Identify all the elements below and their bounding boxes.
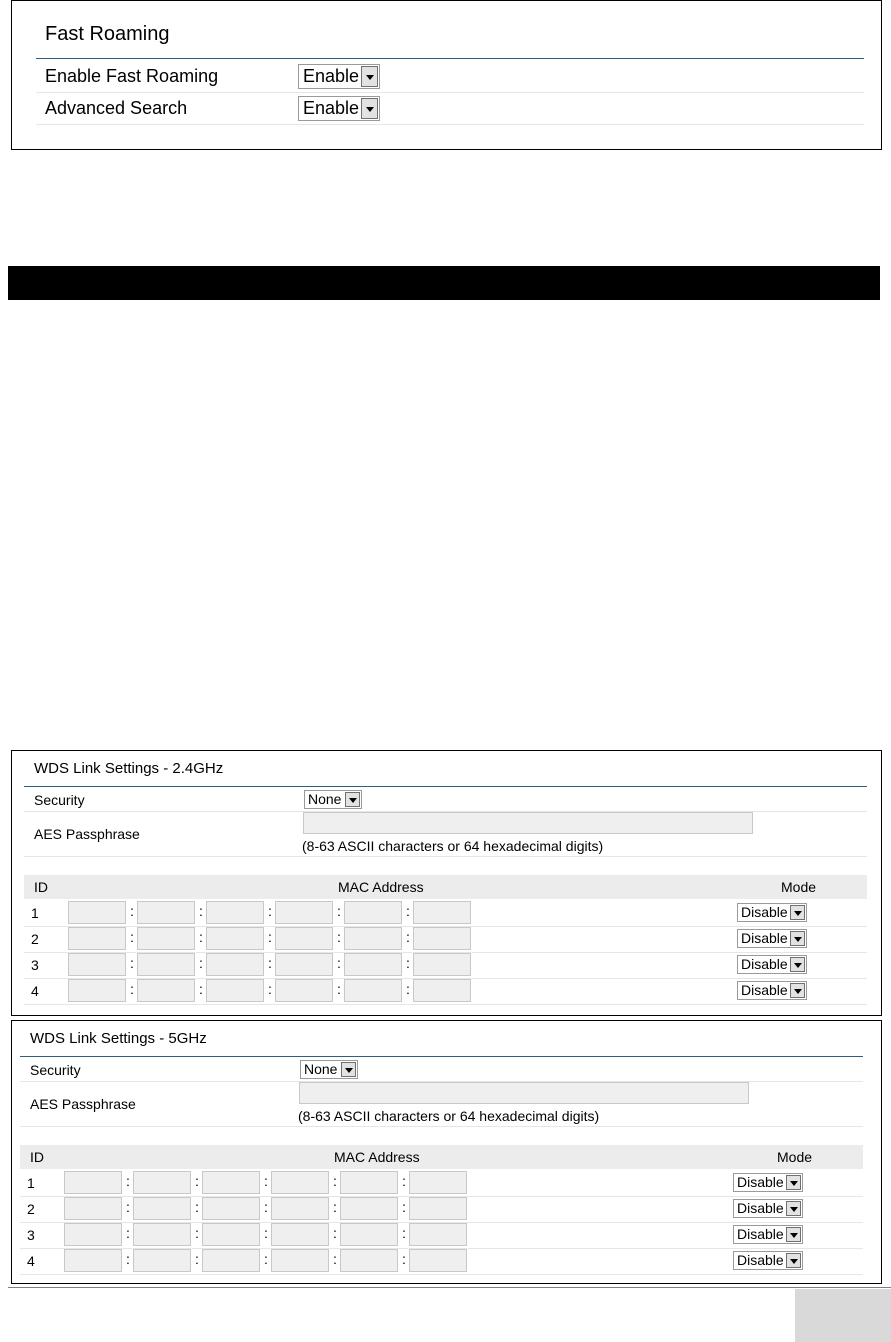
mac-octet-input[interactable] [64,1249,122,1272]
mode-select[interactable] [737,903,807,922]
table-row [20,1170,863,1197]
chevron-down-icon[interactable] [786,1201,801,1216]
mac-separator: : [130,903,134,919]
mac-octet-input[interactable] [409,1249,467,1272]
mode-value: Disable [737,1174,784,1190]
mac-octet-input[interactable] [68,901,126,924]
mac-octet-input[interactable] [275,979,333,1002]
mac-separator: : [406,929,410,945]
row-divider [24,856,867,857]
table-row [24,926,867,953]
mac-separator: : [195,1199,199,1215]
mac-separator: : [337,981,341,997]
mac-octet-input[interactable] [271,1171,329,1194]
security-value: None [308,791,342,807]
mac-octet-input[interactable] [413,927,471,950]
row-id: 2 [31,931,39,947]
mode-value: Disable [741,904,788,920]
mode-select[interactable] [733,1173,803,1192]
mac-separator: : [126,1251,130,1267]
mac-octet-input[interactable] [202,1171,260,1194]
fast-roaming-panel [11,0,882,150]
mac-octet-input[interactable] [137,953,195,976]
mac-octet-input[interactable] [413,979,471,1002]
mac-octet-input[interactable] [64,1197,122,1220]
mac-separator: : [268,981,272,997]
mac-separator: : [199,955,203,971]
advanced-search-value: Enable [303,98,360,118]
security-label: Security [30,1062,81,1078]
mac-separator: : [333,1225,337,1241]
table-row [24,900,867,927]
mac-separator: : [195,1225,199,1241]
mode-column-header: Mode [781,879,817,895]
security-value: None [304,1061,338,1077]
enable-fast-roaming-row [36,60,864,93]
mac-octet-input[interactable] [202,1197,260,1220]
mac-octet-input[interactable] [133,1171,191,1194]
wds-link-settings-24ghz-panel [11,750,882,1016]
wds-table-header [20,1145,863,1169]
chevron-down-icon[interactable] [790,931,805,946]
mac-separator: : [264,1251,268,1267]
mac-separator: : [199,903,203,919]
mac-octet-input[interactable] [202,1249,260,1272]
chevron-down-icon[interactable] [790,905,805,920]
mac-octet-input[interactable] [64,1223,122,1246]
chevron-down-icon[interactable] [341,1062,356,1077]
mac-separator: : [264,1225,268,1241]
aes-passphrase-hint: (8-63 ASCII characters or 64 hexadecimal digits) [298,1108,600,1124]
mac-separator: : [406,981,410,997]
chevron-down-icon[interactable] [786,1175,801,1190]
mode-select[interactable] [737,955,807,974]
mac-octet-input[interactable] [68,979,126,1002]
page-number-box [795,1289,891,1342]
row-id: 1 [27,1175,35,1191]
aes-passphrase-label: AES Passphrase [30,1096,136,1112]
mac-separator: : [126,1199,130,1215]
mac-octet-input[interactable] [206,979,264,1002]
mac-separator: : [126,1225,130,1241]
table-row [20,1248,863,1275]
mac-separator: : [406,955,410,971]
mode-select[interactable] [733,1199,803,1218]
table-row [20,1222,863,1249]
mac-separator: : [268,903,272,919]
section-header-bar [8,266,880,300]
row-id: 4 [27,1253,35,1269]
row-id: 1 [31,905,39,921]
mac-octet-input[interactable] [133,1197,191,1220]
mac-separator: : [333,1173,337,1189]
mac-separator: : [402,1251,406,1267]
mac-separator: : [402,1199,406,1215]
table-row [24,952,867,979]
wds-title: WDS Link Settings - 2.4GHz [34,760,224,777]
mac-separator: : [337,929,341,945]
advanced-search-label: Advanced Search [45,98,188,118]
aes-passphrase-input[interactable] [299,1082,749,1104]
mac-separator: : [195,1251,199,1267]
mac-octet-input[interactable] [271,1249,329,1272]
mac-separator: : [402,1173,406,1189]
row-id: 3 [27,1227,35,1243]
mac-separator: : [195,1173,199,1189]
mac-address-column-header: MAC Address [334,1149,420,1165]
row-id: 3 [31,957,39,973]
advanced-search-row [36,92,864,125]
mac-octet-input[interactable] [68,927,126,950]
mac-separator: : [199,929,203,945]
footer-divider [8,1287,891,1288]
mac-octet-input[interactable] [409,1197,467,1220]
chevron-down-icon[interactable] [345,792,360,807]
mac-octet-input[interactable] [340,1171,398,1194]
mac-octet-input[interactable] [275,901,333,924]
chevron-down-icon[interactable] [786,1253,801,1268]
mode-value: Disable [741,982,788,998]
chevron-down-icon[interactable] [361,66,378,87]
mac-octet-input[interactable] [64,1171,122,1194]
mac-octet-input[interactable] [137,901,195,924]
mac-octet-input[interactable] [413,953,471,976]
mac-octet-input[interactable] [202,1223,260,1246]
mac-octet-input[interactable] [344,979,402,1002]
mac-separator: : [264,1199,268,1215]
row-divider [20,1126,863,1127]
row-id: 4 [31,983,39,999]
section-divider [24,786,867,787]
mode-value: Disable [737,1200,784,1216]
mac-octet-input[interactable] [340,1249,398,1272]
id-column-header: ID [30,1149,44,1165]
mac-address-column-header: MAC Address [338,879,424,895]
mac-octet-input[interactable] [344,953,402,976]
mode-value: Disable [737,1226,784,1242]
enable-fast-roaming-label: Enable Fast Roaming [45,66,219,86]
mode-select[interactable] [733,1225,803,1244]
table-row [20,1196,863,1223]
mac-separator: : [268,955,272,971]
mac-octet-input[interactable] [271,1223,329,1246]
mode-select[interactable] [733,1251,803,1270]
mac-separator: : [130,955,134,971]
mode-column-header: Mode [777,1149,813,1165]
fast-roaming-title: Fast Roaming [45,23,170,45]
security-select[interactable] [304,790,362,809]
mode-select[interactable] [737,981,807,1000]
mac-octet-input[interactable] [344,901,402,924]
mode-value: Disable [741,956,788,972]
mode-value: Disable [737,1252,784,1268]
chevron-down-icon[interactable] [790,983,805,998]
id-column-header: ID [34,879,48,895]
table-row [24,978,867,1005]
chevron-down-icon[interactable] [786,1227,801,1242]
mac-octet-input[interactable] [409,1171,467,1194]
chevron-down-icon[interactable] [361,98,378,119]
mac-separator: : [268,929,272,945]
mac-octet-input[interactable] [206,927,264,950]
wds-table-header [24,875,867,899]
mac-octet-input[interactable] [409,1223,467,1246]
mac-octet-input[interactable] [137,927,195,950]
aes-passphrase-label: AES Passphrase [34,826,140,842]
mac-separator: : [130,929,134,945]
enable-fast-roaming-select[interactable] [298,64,380,89]
row-id: 2 [27,1201,35,1217]
mac-separator: : [337,903,341,919]
mac-separator: : [406,903,410,919]
mac-octet-input[interactable] [275,927,333,950]
mac-separator: : [199,981,203,997]
mac-octet-input[interactable] [340,1223,398,1246]
aes-passphrase-input[interactable] [303,812,753,834]
mac-octet-input[interactable] [271,1197,329,1220]
security-select[interactable] [300,1060,358,1079]
chevron-down-icon[interactable] [790,957,805,972]
aes-passphrase-hint: (8-63 ASCII characters or 64 hexadecimal digits) [302,838,604,854]
mac-separator: : [130,981,134,997]
mac-octet-input[interactable] [68,953,126,976]
security-label: Security [34,792,85,808]
mac-octet-input[interactable] [275,953,333,976]
section-divider [36,58,864,59]
mac-octet-input[interactable] [413,901,471,924]
mode-value: Disable [741,930,788,946]
mac-octet-input[interactable] [133,1223,191,1246]
mac-octet-input[interactable] [137,979,195,1002]
section-divider [20,1056,863,1057]
wds-link-settings-5ghz-panel [11,1020,882,1284]
enable-fast-roaming-value: Enable [303,66,360,86]
mac-octet-input[interactable] [206,901,264,924]
advanced-search-select[interactable] [298,96,380,121]
mac-octet-input[interactable] [340,1197,398,1220]
mac-octet-input[interactable] [344,927,402,950]
mac-separator: : [126,1173,130,1189]
mac-separator: : [402,1225,406,1241]
mac-separator: : [337,955,341,971]
mac-octet-input[interactable] [133,1249,191,1272]
mac-separator: : [264,1173,268,1189]
wds-title: WDS Link Settings - 5GHz [30,1030,207,1047]
mode-select[interactable] [737,929,807,948]
mac-octet-input[interactable] [206,953,264,976]
mac-separator: : [333,1199,337,1215]
mac-separator: : [333,1251,337,1267]
